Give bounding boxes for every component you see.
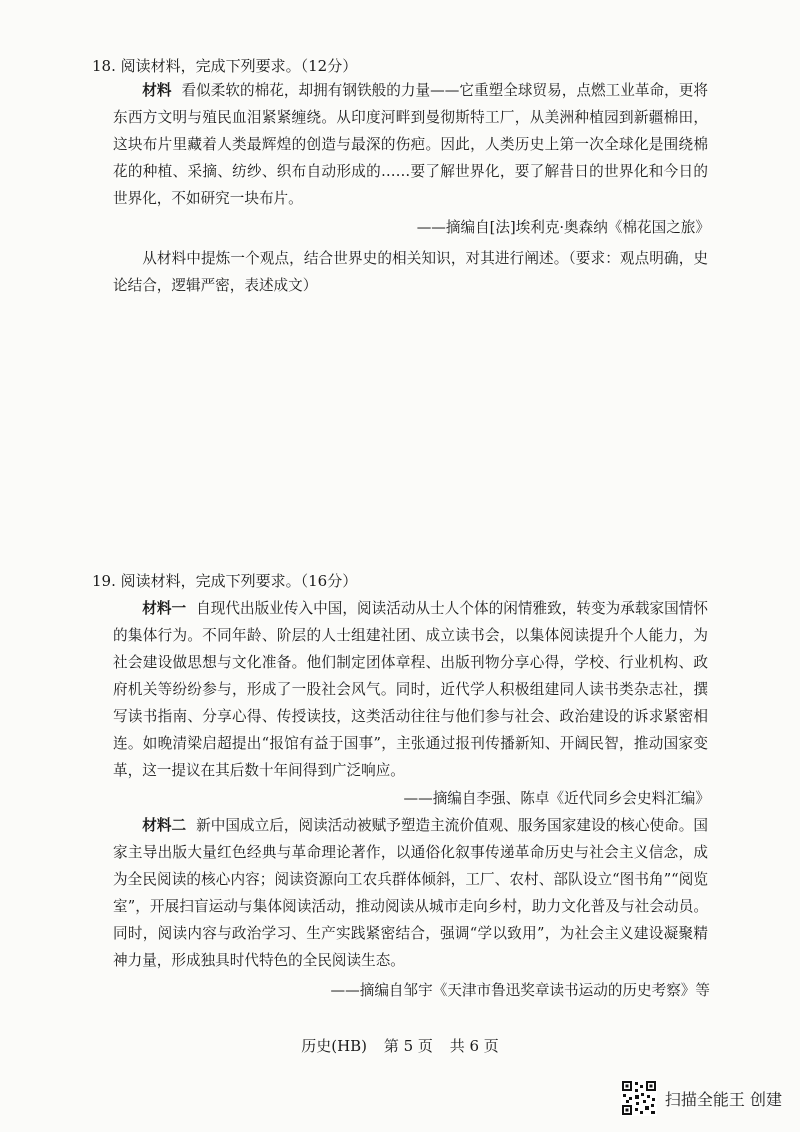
page-footer [0,1036,800,1056]
question-19-heading: 19. 阅读材料，完成下列要求。（16分） [92,572,358,590]
question-19-material-1 [113,595,708,784]
question-18-source: ——摘编自[法]埃利克·奥森纳《棉花国之旅》 [416,219,710,236]
material-text: 看似柔软的棉花，却拥有钢铁般的力量——它重塑全球贸易，点燃工业革命，更将东西方文明与殖民血泪紧紧缠绕。从印度河畔到曼彻斯特工厂，从美洲种植园到新疆棉田，这块布片里藏着人类最辉煌的创造与最深的伤疤。因此，人类历史上第一次全球化是围绕棉花的种植、采摘、纺纱、织布自动形成的……要了解世界化，要了解昔日的世界化和今日的世界化，不如研究一块布片。 [113,82,708,207]
watermark-text: 扫描全能王 创建 [664,1089,782,1109]
material-1-label: 材料一 [142,600,187,617]
question-19-material-2 [113,812,708,974]
footer-subject: 历史(HB) [301,1037,368,1055]
material-2-label: 材料二 [142,817,187,834]
question-19-source-2: ——摘编自邹宇《天津市鲁迅奖章读书运动的历史考察》等 [330,982,710,999]
question-18-material [113,77,708,212]
question-19-source-1: ——摘编自李强、陈卓《近代同乡会史料汇编》 [403,790,710,807]
scanner-watermark [621,1080,782,1116]
question-18-task: 从材料中提炼一个观点，结合世界史的相关知识，对其进行阐述。（要求：观点明确，史论结合，逻辑严密，表述成文） [113,250,708,294]
material-1-text: 自现代出版业传入中国，阅读活动从士人个体的闲情雅致，转变为承载家国情怀的集体行为。不同年龄、阶层的人士组建社团、成立读书会，以集体阅读提升个人能力，为社会建设做思想与文化准备。他们制定团体章程、出版刊物分享心得，学校、行业机构、政府机关等纷纷参与，形成了一股社会风气。同时，近代学人积极组建同人读书类杂志社，撰写读书指南、分享心得、传授读技，这类活动往往与他们参与社会、政治建设的诉求紧密相连。如晚清梁启超提出“报馆有益于国事”，主张通过报刊传播新知、开阔民智，推动国家变革，这一提议在其后数十年间得到广泛响应。 [113,600,708,779]
footer-total-pages: 共 6 页 [449,1037,499,1055]
question-18-heading: 18. 阅读材料，完成下列要求。（12分） [92,57,358,75]
material-2-text: 新中国成立后，阅读活动被赋予塑造主流价值观、服务国家建设的核心使命。国家主导出版大量红色经典与革命理论著作，以通俗化叙事传递革命历史与社会主义信念，成为全民阅读的核心内容；阅读资源向工农兵群体倾斜，工厂、农村、部队设立“图书角”“阅览室”，开展扫盲运动与集体阅读活动，推动阅读从城市走向乡村，助力文化普及与社会动员。同时，阅读内容与政治学习、生产实践紧密结合，强调“学以致用”，为社会主义建设凝聚精神力量，形成独具时代特色的全民阅读生态。 [113,817,708,969]
material-label: 材料 [142,82,172,99]
footer-page-number: 第 5 页 [383,1037,433,1055]
qr-code-icon [621,1080,657,1116]
